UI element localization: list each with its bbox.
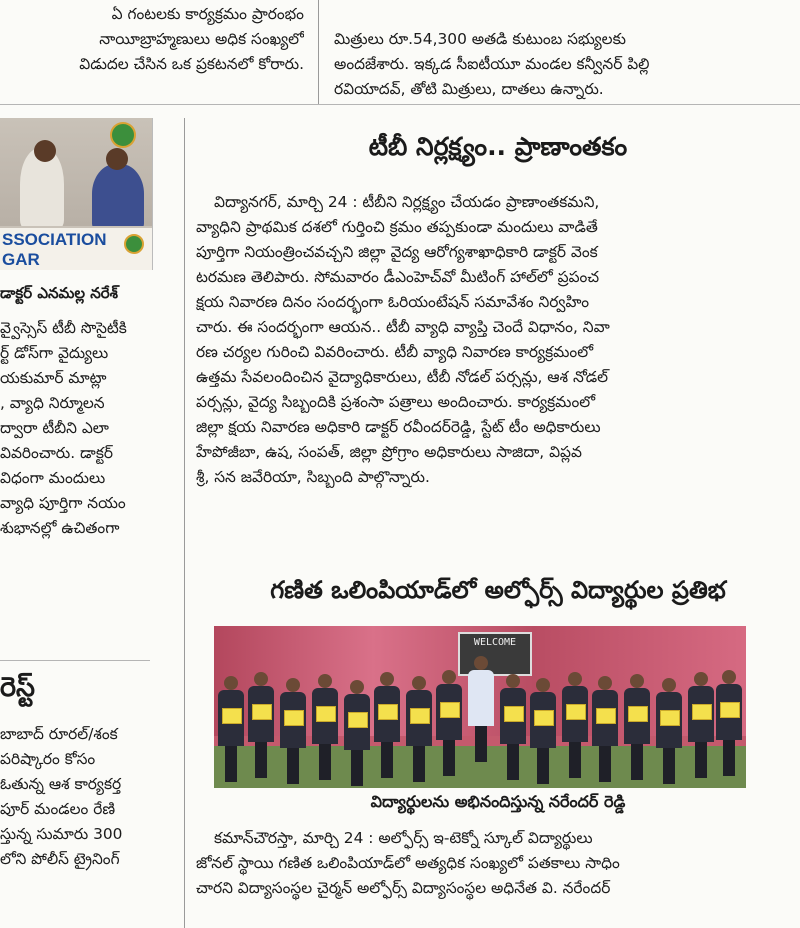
column-divider xyxy=(318,0,319,104)
banner-text: GAR xyxy=(2,250,40,269)
student-figure xyxy=(500,674,526,784)
text-line: వ్వైస్సెస్ టీబీ సొసైటీకి xyxy=(0,319,127,337)
headline-tb-article: టీబీ నిర్లక్ష్యం.. ప్రాణాంతకం xyxy=(368,132,628,161)
person-figure xyxy=(106,148,128,170)
person-figure xyxy=(92,164,144,230)
top-right-article-fragment xyxy=(334,0,800,104)
text-line: నాయీబ్రాహ్మణులు అధిక సంఖ్యలో xyxy=(99,30,304,48)
column-divider xyxy=(184,118,185,928)
emblem-icon xyxy=(110,122,136,148)
text-line: విడుదల చేసిన ఒక ప్రకటనలో కోరారు. xyxy=(79,55,304,73)
text-line: ఏ గంటలకు కార్యక్రమం ప్రారంభం xyxy=(111,5,304,23)
students-photo xyxy=(214,626,746,788)
section-divider xyxy=(0,104,800,105)
teacher-figure xyxy=(468,656,494,766)
student-figure xyxy=(280,678,306,788)
text-line: రణ చర్యల గురించి వివరించారు. టీబీ వ్యాధి నివారణ కార్యక్రమంలో xyxy=(196,343,594,361)
banner-text: SSOCIATION xyxy=(2,230,107,249)
top-left-article-fragment xyxy=(0,0,304,104)
left-article-fragment xyxy=(0,316,150,616)
student-figure xyxy=(530,678,556,788)
association-banner xyxy=(0,226,152,270)
text-line: మిత్రులు రూ.54,300 అతడి కుటుంబ సభ్యులకు xyxy=(334,30,626,48)
text-line: జోనల్ స్థాయి గణిత ఒలింపియాడ్‌లో అత్యధిక సంఖ్యలో పతకాలు సాధిం xyxy=(196,854,620,872)
text-line: ఓతున్న ఆశ కార్యకర్త xyxy=(0,775,122,793)
text-line: విద్యానగర్, మార్చి 24 : టీబీని నిర్లక్ష్యం చేయడం ప్రాణాంతకమని, xyxy=(214,193,600,211)
student-figure xyxy=(218,676,244,786)
photo-caption: డాక్టర్ ఎనమల్ల నరేశ్ xyxy=(0,284,118,302)
text-line: పూర్తిగా నియంత్రించవచ్చని జిల్లా వైద్య ఆరోగ్యశాఖాధికారి డాక్టర్ వెంక xyxy=(196,243,598,261)
text-line: జిల్లా క్షయ నివారణ అధికారి డాక్టర్ రవీందర్‌రెడ్డి, స్టేట్ టీం అధికారులు xyxy=(196,418,601,436)
text-line: వ్యాధి పూర్తిగా నయం xyxy=(0,494,126,512)
student-figure xyxy=(562,672,588,782)
text-line: టరమణ తెలిపారు. సోమవారం డీఎంహెచ్‌వో మీటింగ్ హాల్‌లో ప్రపంచ xyxy=(196,268,600,286)
text-line: ఉత్తమ సేవలందించిన వైద్యాధికారులు, టీబీ నోడల్ పర్సన్లు, ఆశ నోడల్ xyxy=(196,368,609,386)
section-divider xyxy=(0,660,150,661)
tb-article-body xyxy=(196,190,746,562)
text-line: వివరించారు. డాక్టర్ xyxy=(0,444,113,462)
student-figure xyxy=(248,672,274,782)
headline-olympiad-article: గణిత ఒలింపియాడ్‌లో అల్ఫోర్స్ విద్యార్థుల ప్రతిభ xyxy=(270,576,726,604)
text-line: బాబాద్ రూరల్/శంక xyxy=(0,725,118,743)
text-line: క్షయ నివారణ దినం సందర్భంగా ఓరియంటేషన్ సమావేశం నిర్వహిం xyxy=(196,293,590,311)
text-line: ద్వారా టీబీని ఎలా xyxy=(0,419,109,437)
student-figure xyxy=(312,674,338,784)
emblem-icon xyxy=(124,234,144,254)
text-line: , వ్యాధి నిర్మూలన xyxy=(0,394,105,412)
text-line: పరిష్కారం కోసం xyxy=(0,750,96,768)
text-line: యకుమార్ మాట్లా xyxy=(0,369,107,387)
text-line: హేపోజీబా, ఉష, సంపత్, జిల్లా ప్రోగ్రాం అధికారులు సాజిదా, విప్లవ xyxy=(196,443,582,461)
text-line: కమాన్‌చౌరస్తా, మార్చి 24 : అల్ఫోర్స్ ఇ-టెక్నో స్కూల్ విద్యార్థులు xyxy=(214,829,593,847)
association-photo xyxy=(0,118,153,270)
student-figure xyxy=(344,680,370,788)
welcome-board: WELCOME xyxy=(458,632,532,676)
text-line: అందజేశారు. ఇక్కడ సీఐటీయూ మండల కన్వీనర్ పిల్లి xyxy=(334,55,650,73)
student-figure xyxy=(656,678,682,788)
olympiad-article-body xyxy=(196,826,746,928)
student-figure xyxy=(374,672,400,782)
student-figure xyxy=(688,672,714,782)
student-figure xyxy=(624,674,650,784)
text-line: వ్యాధిని ప్రాథమిక దశలో గుర్తించి క్రమం తప్పకుండా మందులు వాడితే xyxy=(196,218,598,236)
text-line: పర్సన్లు, వైద్య సిబ్బందికి ప్రశంసా పత్రాలు అందించారు. కార్యక్రమంలో xyxy=(196,393,596,411)
student-figure xyxy=(592,676,618,786)
text-line: శుభానల్లో ఉచితంగా xyxy=(0,519,120,537)
student-figure xyxy=(716,670,742,780)
text-line: విధంగా మందులు xyxy=(0,469,106,487)
text-line: పూర్ మండలం రేణి xyxy=(0,800,116,818)
student-figure xyxy=(406,676,432,786)
left-headline: రెస్ట్ xyxy=(0,672,35,703)
text-line: చారని విద్యాసంస్థల చైర్మన్ అల్ఫోర్స్ విద్యాసంస్థల అధినేత వి. నరేందర్ xyxy=(196,879,611,897)
left-article-fragment-2 xyxy=(0,722,150,928)
photo-caption: విద్యార్థులను అభినందిస్తున్న నరేందర్ రెడ్డి xyxy=(370,792,626,811)
text-line: స్తున్న సుమారు 300 xyxy=(0,825,123,843)
text-line: శ్రీ, సన జవేరియా, సిబ్బంది పాల్గొన్నారు. xyxy=(196,468,430,486)
text-line: రవియాదవ్, తోటి మిత్రులు, దాతలు ఉన్నారు. xyxy=(334,80,604,98)
text-line: ర్ట్ డోస్‌గా వైద్యులు xyxy=(0,344,109,362)
text-line: లోని పోలీస్ ట్రైనింగ్ xyxy=(0,850,120,868)
student-figure xyxy=(436,670,462,780)
text-line: చారు. ఈ సందర్భంగా ఆయన.. టీబీ వ్యాధి వ్యాప్తి చెందే విధానం, నివా xyxy=(196,318,610,336)
person-figure xyxy=(34,140,56,162)
